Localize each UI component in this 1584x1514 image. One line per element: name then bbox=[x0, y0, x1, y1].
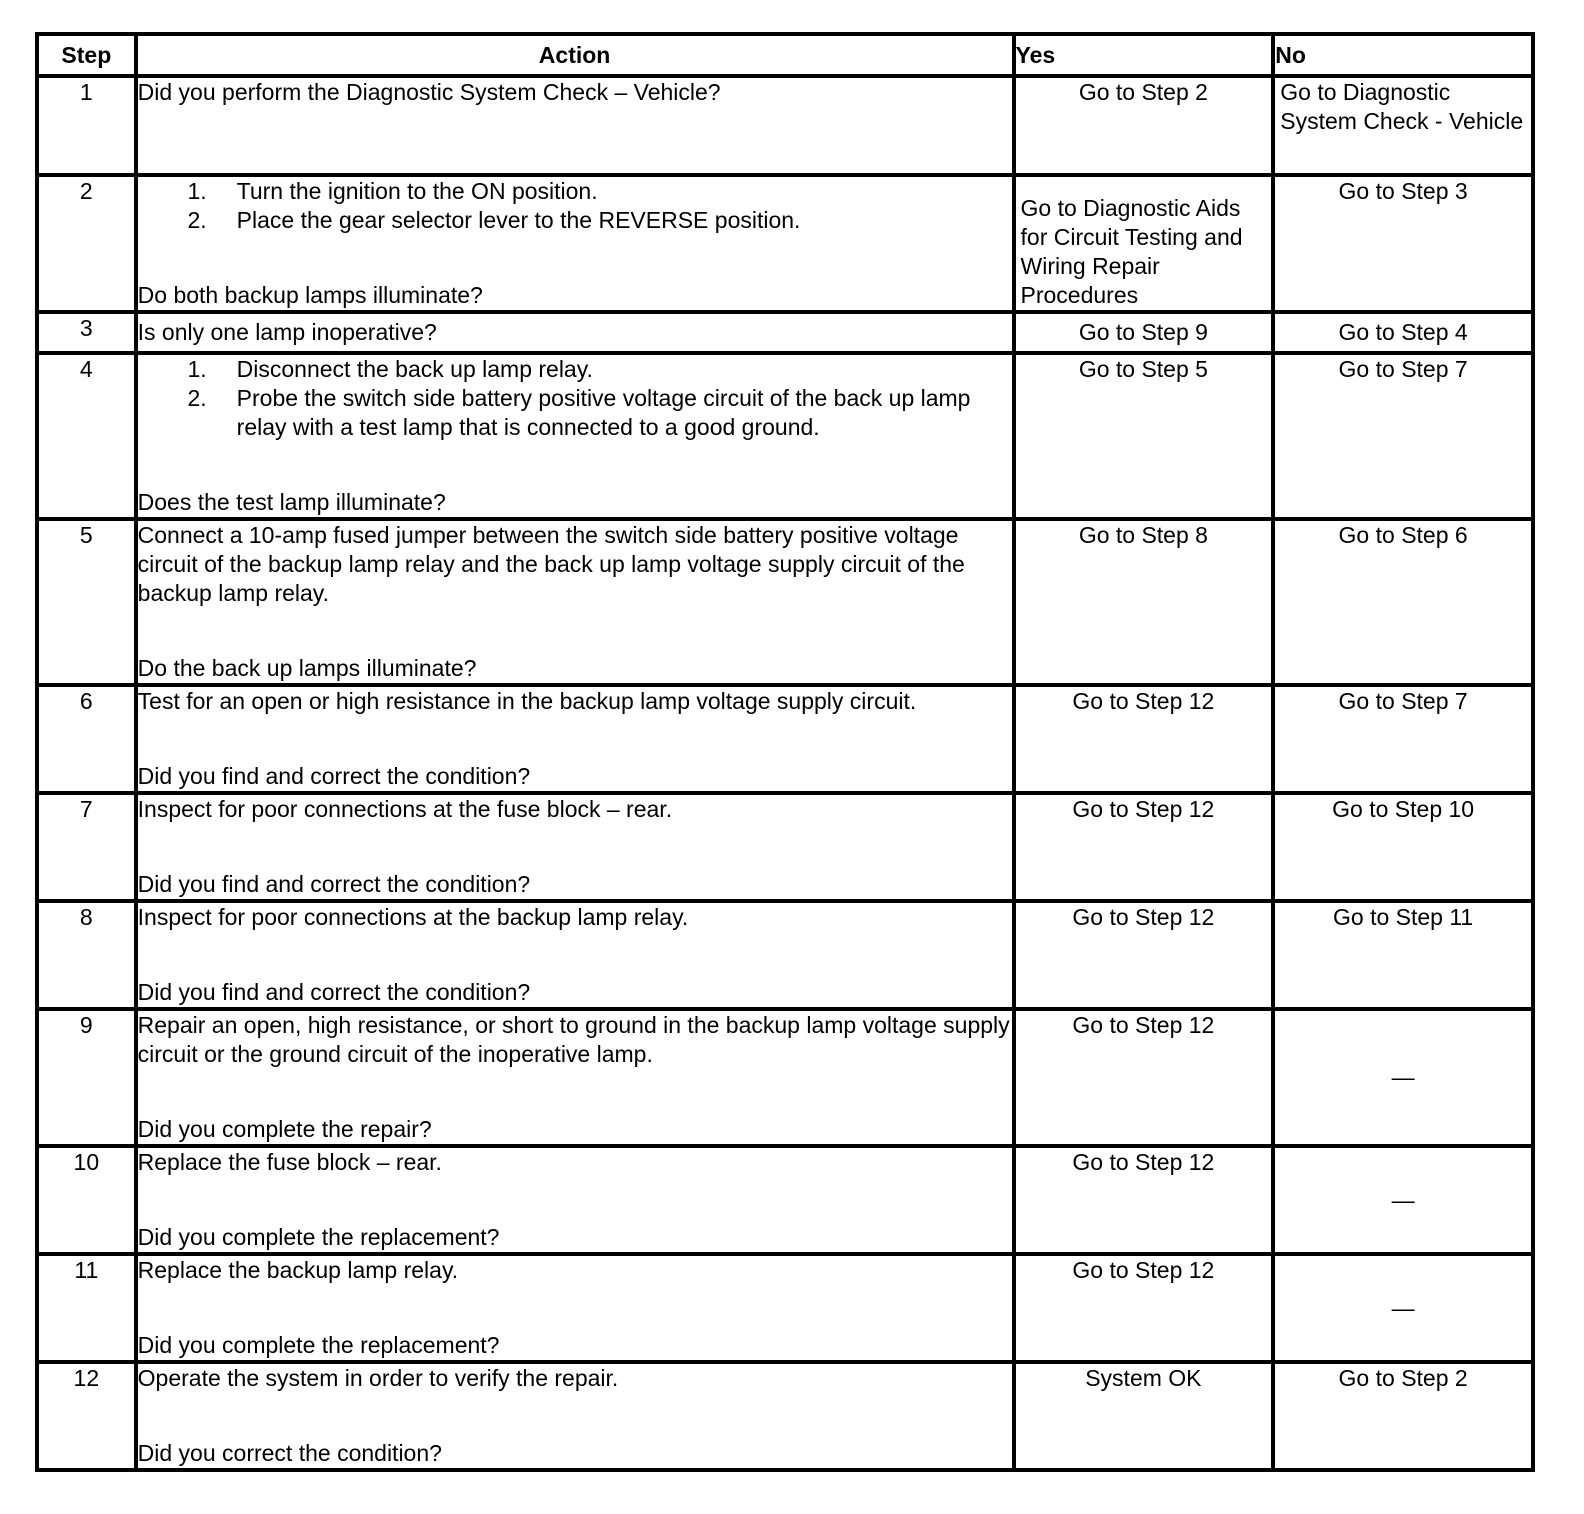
action-text: Did you perform the Diagnostic System Check – Vehicle? bbox=[137, 79, 721, 105]
step-number: 3 bbox=[37, 312, 136, 353]
header-action: Action bbox=[136, 34, 1014, 76]
yes-result: Go to Step 2 bbox=[1014, 76, 1274, 175]
no-result: — bbox=[1273, 1254, 1533, 1362]
action-text: Inspect for poor connections at the backup lamp relay. bbox=[137, 904, 689, 930]
action-cell bbox=[136, 685, 1014, 793]
action-cell bbox=[136, 1009, 1014, 1146]
action-text: Test for an open or high resistance in the backup lamp voltage supply circuit. bbox=[137, 688, 917, 714]
table-row bbox=[37, 519, 1533, 685]
action-cell bbox=[136, 519, 1014, 685]
diagnostic-table bbox=[35, 32, 1535, 1472]
table-row bbox=[37, 793, 1533, 901]
action-cell bbox=[136, 1146, 1014, 1254]
no-result: Go to Step 4 bbox=[1273, 312, 1533, 353]
table-row bbox=[37, 1254, 1533, 1362]
header-step: Step bbox=[37, 34, 136, 76]
list-item: 2. Probe the switch side battery positive voltage circuit of the back up lamp relay with a test lamp that is connected to a good ground. bbox=[187, 385, 971, 440]
list-item: 2. Place the gear selector lever to the REVERSE position. bbox=[187, 207, 801, 233]
list-item: 1. Disconnect the back up lamp relay. bbox=[187, 356, 593, 382]
yes-result: Go to Step 12 bbox=[1014, 1009, 1274, 1146]
no-result: — bbox=[1273, 1146, 1533, 1254]
yes-result: Go to Step 9 bbox=[1014, 312, 1274, 353]
step-number: 8 bbox=[37, 901, 136, 1009]
action-question: Did you find and correct the condition? bbox=[137, 763, 531, 789]
action-cell bbox=[136, 1362, 1014, 1470]
step-number: 11 bbox=[37, 1254, 136, 1362]
action-question: Do both backup lamps illuminate? bbox=[137, 282, 483, 308]
action-cell bbox=[136, 901, 1014, 1009]
step-number: 4 bbox=[37, 353, 136, 519]
no-result: Go to Step 11 bbox=[1273, 901, 1533, 1009]
action-question: Did you complete the repair? bbox=[137, 1116, 432, 1142]
action-question: Do the back up lamps illuminate? bbox=[137, 655, 477, 681]
no-result: Go to Step 7 bbox=[1273, 685, 1533, 793]
no-result: Go to Step 6 bbox=[1273, 519, 1533, 685]
no-result: Go to Step 10 bbox=[1273, 793, 1533, 901]
no-result: — bbox=[1273, 1009, 1533, 1146]
header-row bbox=[37, 34, 1533, 76]
table-row bbox=[37, 685, 1533, 793]
action-text: Inspect for poor connections at the fuse block – rear. bbox=[137, 796, 673, 822]
step-number: 1 bbox=[37, 76, 136, 175]
table-row bbox=[37, 175, 1533, 312]
yes-result: System OK bbox=[1014, 1362, 1274, 1470]
action-question: Does the test lamp illuminate? bbox=[137, 489, 446, 515]
action-cell bbox=[136, 353, 1014, 519]
yes-result: Go to Step 5 bbox=[1014, 353, 1274, 519]
yes-result: Go to Step 8 bbox=[1014, 519, 1274, 685]
action-text: Operate the system in order to verify the repair. bbox=[137, 1365, 619, 1391]
header-yes: Yes bbox=[1014, 34, 1274, 76]
step-number: 10 bbox=[37, 1146, 136, 1254]
table-row bbox=[37, 1362, 1533, 1470]
step-number: 9 bbox=[37, 1009, 136, 1146]
yes-result: Go to Step 12 bbox=[1014, 793, 1274, 901]
step-number: 5 bbox=[37, 519, 136, 685]
action-text: Replace the backup lamp relay. bbox=[137, 1257, 459, 1283]
table-row bbox=[37, 901, 1533, 1009]
action-question: Did you correct the condition? bbox=[137, 1440, 442, 1466]
no-result: Go to Step 3 bbox=[1273, 175, 1533, 312]
action-steps-list bbox=[138, 177, 1012, 235]
action-text: Repair an open, high resistance, or short to ground in the backup lamp voltage supply circuit or the ground circuit of the inoperative lamp. bbox=[137, 1012, 1010, 1067]
step-number: 2 bbox=[37, 175, 136, 312]
table-row bbox=[37, 76, 1533, 175]
action-text: Replace the fuse block – rear. bbox=[137, 1149, 442, 1175]
step-number: 12 bbox=[37, 1362, 136, 1470]
action-cell bbox=[136, 312, 1014, 353]
action-cell bbox=[136, 76, 1014, 175]
action-steps-list bbox=[138, 355, 1012, 442]
header-no: No bbox=[1273, 34, 1533, 76]
action-text: Is only one lamp inoperative? bbox=[137, 319, 437, 345]
no-result: Go to Diagnostic System Check - Vehicle bbox=[1273, 76, 1533, 175]
action-question: Did you find and correct the condition? bbox=[137, 871, 531, 897]
table-row bbox=[37, 312, 1533, 353]
step-number: 7 bbox=[37, 793, 136, 901]
no-result: Go to Step 2 bbox=[1273, 1362, 1533, 1470]
table-row bbox=[37, 1009, 1533, 1146]
list-item: 1. Turn the ignition to the ON position. bbox=[187, 178, 598, 204]
yes-result: Go to Step 12 bbox=[1014, 901, 1274, 1009]
no-result: Go to Step 7 bbox=[1273, 353, 1533, 519]
table-row bbox=[37, 353, 1533, 519]
yes-result: Go to Step 12 bbox=[1014, 1146, 1274, 1254]
action-text: Connect a 10-amp fused jumper between the switch side battery positive voltage circuit of the backup lamp relay and the back up lamp voltage supply circuit of the backup lamp relay. bbox=[137, 522, 965, 606]
action-question: Did you find and correct the condition? bbox=[137, 979, 531, 1005]
action-cell bbox=[136, 793, 1014, 901]
action-question: Did you complete the replacement? bbox=[137, 1224, 500, 1250]
table-row bbox=[37, 1146, 1533, 1254]
yes-result: Go to Diagnostic Aids for Circuit Testing and Wiring Repair Procedures bbox=[1014, 175, 1274, 312]
step-number: 6 bbox=[37, 685, 136, 793]
action-question: Did you complete the replacement? bbox=[137, 1332, 500, 1358]
yes-result: Go to Step 12 bbox=[1014, 1254, 1274, 1362]
action-cell bbox=[136, 1254, 1014, 1362]
action-cell bbox=[136, 175, 1014, 312]
yes-result: Go to Step 12 bbox=[1014, 685, 1274, 793]
